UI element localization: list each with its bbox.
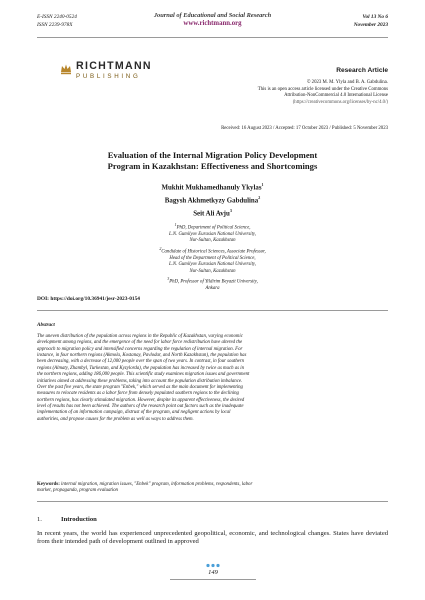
license-link[interactable]: (https://creativecommons.org/licenses/by-nc/4.0/) [292,99,388,105]
section-title: Introduction [61,516,97,523]
section-divider [37,310,388,311]
abstract-line: been decreasing, with a decrease of 12,000 people over the span of two years. In contrast, in four southern [37,359,245,365]
keywords-text: internal migration, migration issues, "Enbek" program, information problems, respondents, labor [59,482,253,487]
abstract-line: regions (Almaty, Zhambyl, Turkestan, and Kyzylorda), the population has increased by twice as much as in [37,365,245,371]
author-name [60,195,365,204]
author-marker: 3 [229,208,232,213]
abstract-line: northern regions, has clearly stimulated migration. However, despite its apparent effectiveness, the desired [37,397,245,403]
affiliation-line: L.N. Gumilyov Eurasian National University, [168,232,256,237]
title-line: Program in Kazakhstan: Effectiveness and Shortcomings [107,161,318,171]
affiliation-line: PhD, Professor of Yildirim Beyazit University, [169,279,258,285]
license-line: Attribution-NonCommercial 4.0 International License [284,93,388,98]
abstract-line: level of results has not been achieved. The authors of the research point out factors such as the inadequate [37,403,244,409]
footer-divider [170,579,256,580]
affiliation-marker: 2 [159,246,162,251]
copyright-line: © 2023 M. M. Ylyla and B. A. Gabdulina. [306,80,388,85]
title-line: Evaluation of the Internal Migration Policy Development [107,150,318,160]
keywords [37,482,388,495]
abstract-heading: Abstract [37,322,55,328]
abstract-line: initiatives aimed at addressing these problems, taking into account the population distribution imbalance. [37,378,243,384]
affiliation-line: Ankara [205,286,220,291]
journal-title: Journal of Educational and Social Research [153,12,272,19]
author-name [60,208,365,217]
affiliation-1 [60,222,365,245]
affiliation-line: L.N. Gumilyov Eurasian National University, [168,262,256,268]
laurel-crown-icon [60,63,72,75]
body-paragraph: In recent years, the world has experienced unprecedented geopolitical, economic, and technological changes. States have deviated from their intended path of development outlined in approved [37,530,388,546]
issn: ISSN 2239-978X [37,21,73,28]
abstract-line: development among regions, and the emergence of the need for labor force redistribution have altered the [37,340,243,346]
journal-issn-block [37,14,77,29]
keywords-label: Keywords: [37,482,60,487]
volume-number: Vol 13 No 6 [362,14,388,20]
issue-date: November 2023 [353,21,388,28]
publication-dates: Received: 16 August 2023 / Accepted: 17 October 2023 / Published: 5 November 2023 [221,126,388,131]
affiliation-line: Candidate of Historical Sciences, Associate Professor, [161,249,266,255]
abstract-line: Over the past five years, the state program "Enbek," which served as the main document for implementing [37,384,243,390]
page-number: 149 [208,569,218,576]
journal-website-link[interactable]: www.richtmann.org [183,20,242,27]
abstract-line: instance, in four northern regions (Akmola, Kostanay, Pavlodar, and North Kazakhstan), the population has [37,353,247,359]
author-name-text: Seit Ali Avju [193,210,230,218]
license-block [178,80,388,106]
author-name [60,182,365,191]
publisher-logo-subtitle: PUBLISHING [76,73,141,80]
license-line: This is an open access article licensed under the Creative Commons [257,86,388,92]
abstract-line: approach to migration policy and intensified concerns regarding the regulation of internal migration. For [37,346,243,352]
author-name-text: Bagysh Akhmetkyzy Gabdulina [164,197,259,205]
eissn: E-ISSN 2240-0524 [37,14,77,20]
doi-line [37,296,140,302]
affiliation-3 [60,276,365,292]
abstract-line: The uneven distribution of the population across regions in the Republic of Kazakhstan, varying economic [37,334,243,339]
affiliation-marker: 3 [167,276,170,281]
abstract-line: implementation of an information campaign, distrust of the program, and negligent actions by local [37,410,231,416]
volume-block [354,14,388,29]
header-divider [37,37,388,38]
journal-header [150,12,275,27]
affiliation-line: Head of the Department of Political Science, [169,256,256,261]
affiliation-line: PhD, Department of Political Science, [176,225,251,231]
page-ornament-icon [200,563,226,568]
doi-label: DOI: [37,296,49,302]
abstract-line: the northern regions, adding 186,000 people. This scientific study examines migration issues and government [37,372,250,378]
abstract-body [37,334,388,423]
section-divider [37,501,388,502]
affiliation-2 [60,246,365,275]
section-number: 1. [37,516,42,523]
affiliation-marker: 1 [174,222,177,227]
keywords-text: market, propaganda, program evaluation [37,488,119,494]
doi-link[interactable]: https://doi.org/10.36941/jesr-2023-0154 [50,296,140,302]
abstract-line: measures to relocate residents as a labor force from densely populated southern regions to the declining [37,391,239,397]
author-marker: 1 [261,182,264,187]
article-title [60,150,365,172]
affiliation-line: Nur-Sultan, Kazakhstan [189,238,236,244]
affiliation-line: Nur-Sultan, Kazakhstan [189,268,236,274]
author-name-text: Mukhit Mukhamedhanuly Ykylas [161,184,262,192]
author-marker: 2 [258,195,261,200]
publisher-logo-name: RICHTMANN [76,60,152,72]
article-type: Research Article [336,67,388,74]
abstract-line: authorities, and propose causes for the problem as well as ways to address them. [37,416,194,422]
section-heading [37,516,97,523]
